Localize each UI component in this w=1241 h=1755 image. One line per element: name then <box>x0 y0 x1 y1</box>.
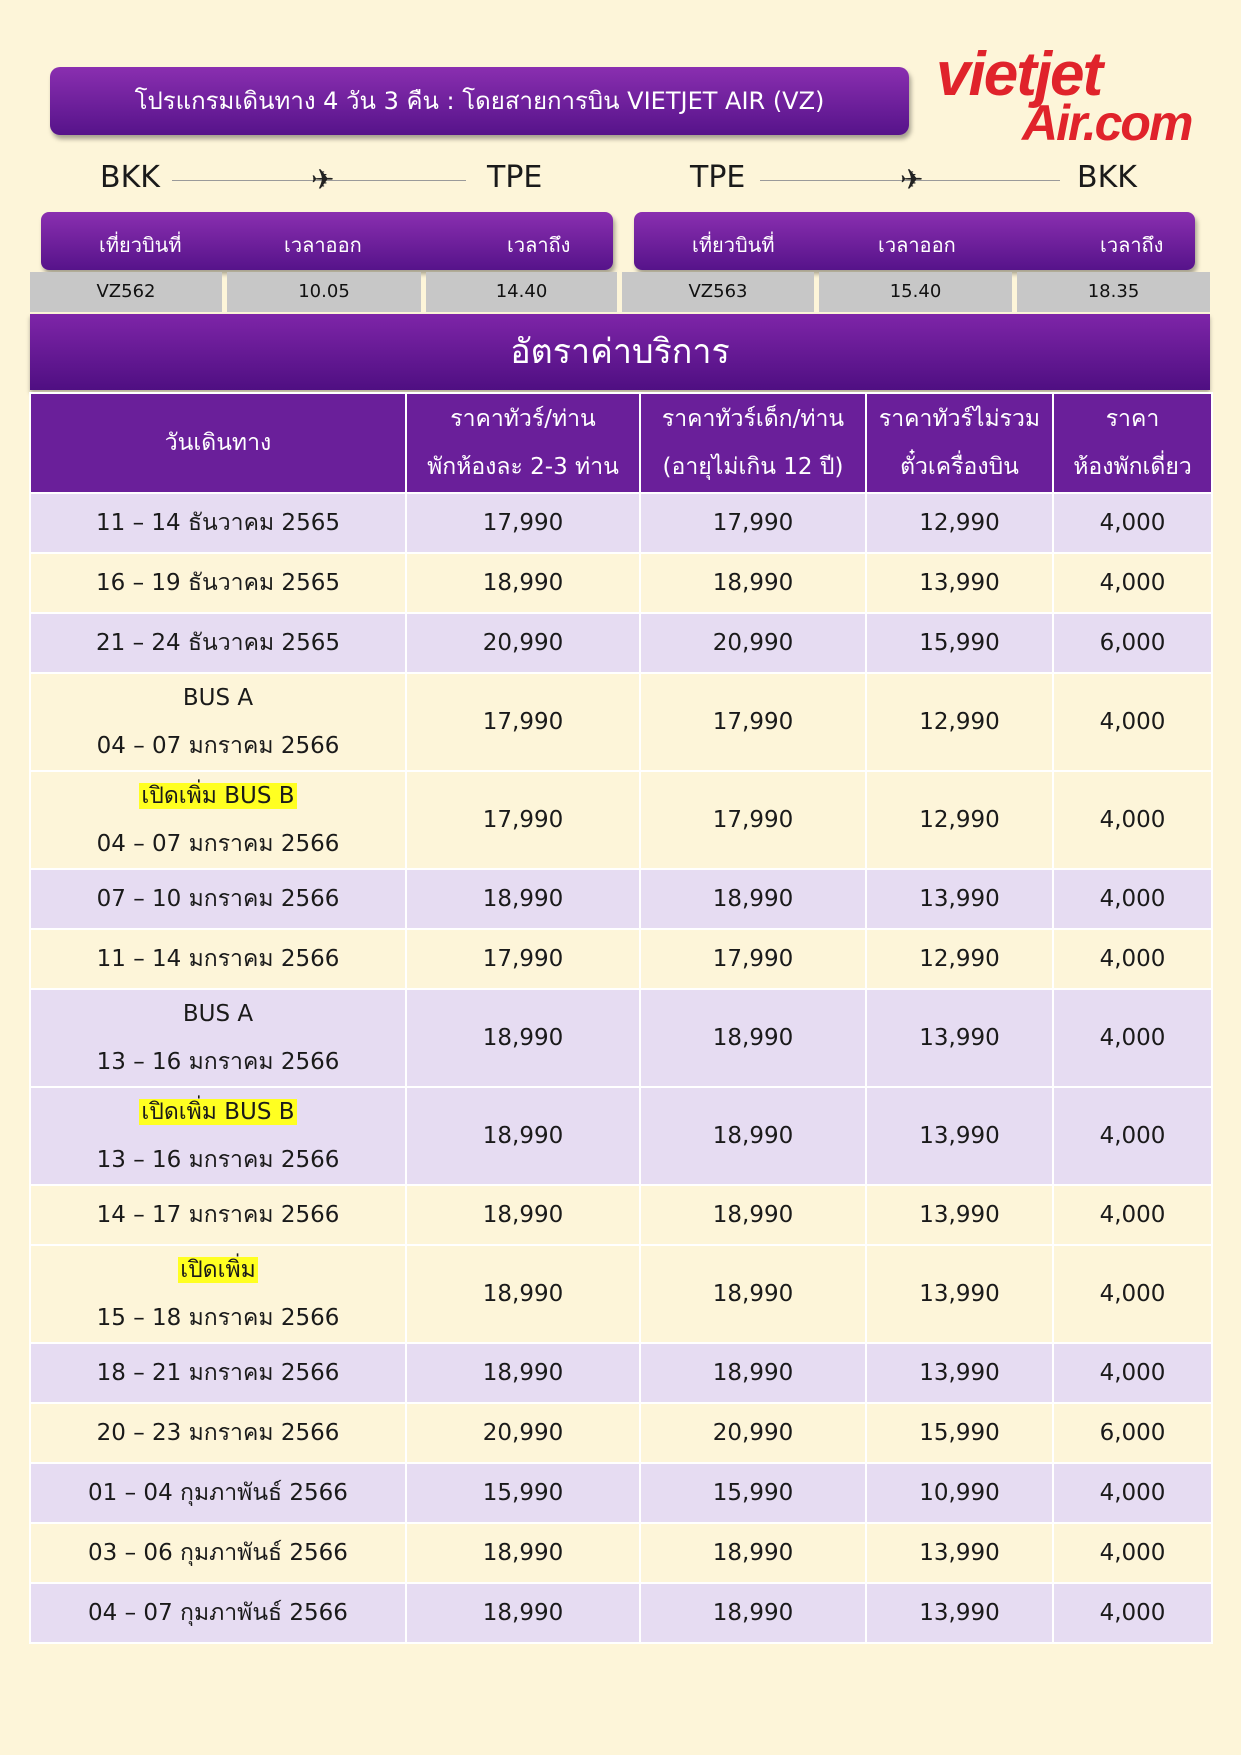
price-row <box>30 929 1212 989</box>
header-line: พักห้องละ 2-3 ท่าน <box>427 454 619 480</box>
adult-price: 20,990 <box>406 613 640 673</box>
price-row <box>30 1583 1212 1643</box>
program-title-banner <box>50 67 909 135</box>
child-price: 18,990 <box>640 1245 866 1343</box>
no-ticket-price: 12,990 <box>866 673 1053 771</box>
travel-date: 07 – 10 มกราคม 2566 <box>96 886 340 912</box>
return-to: BKK <box>1077 160 1137 195</box>
price-row <box>30 1245 1212 1343</box>
child-price: 18,990 <box>640 1087 866 1185</box>
child-price: 17,990 <box>640 771 866 869</box>
single-room-price: 6,000 <box>1053 613 1212 673</box>
travel-date: 11 – 14 มกราคม 2566 <box>96 946 340 972</box>
no-ticket-price: 13,990 <box>866 1343 1053 1403</box>
header-adult-price <box>406 393 640 493</box>
child-price: 15,990 <box>640 1463 866 1523</box>
header-depart: เวลาออก <box>284 233 362 257</box>
adult-price: 17,990 <box>406 493 640 553</box>
outbound-arrive: 14.40 <box>426 272 617 312</box>
travel-date-cell <box>30 1185 406 1245</box>
travel-date: 21 – 24 ธันวาคม 2565 <box>96 630 340 656</box>
header-line: ราคา <box>1105 406 1160 432</box>
travel-date-cell <box>30 553 406 613</box>
child-price: 20,990 <box>640 1403 866 1463</box>
adult-price: 18,990 <box>406 553 640 613</box>
airplane-icon: ✈ <box>311 163 335 196</box>
outbound-depart: 10.05 <box>227 272 421 312</box>
single-room-price: 4,000 <box>1053 1185 1212 1245</box>
travel-date-cell <box>30 1087 406 1185</box>
outbound-flight-header <box>41 212 613 270</box>
flight-times-row <box>30 272 1210 312</box>
single-room-price: 4,000 <box>1053 673 1212 771</box>
no-ticket-price: 12,990 <box>866 771 1053 869</box>
travel-date: 04 – 07 มกราคม 2566 <box>96 733 340 759</box>
outbound-flight-no: VZ562 <box>30 272 222 312</box>
child-price: 18,990 <box>640 989 866 1087</box>
header-line: วันเดินทาง <box>164 430 272 456</box>
row-label: BUS A <box>182 1001 254 1027</box>
price-row <box>30 553 1212 613</box>
travel-date: 01 – 04 กุมภาพันธ์ 2566 <box>88 1480 348 1506</box>
row-label: BUS A <box>182 685 254 711</box>
outbound-to: TPE <box>487 160 543 195</box>
travel-date: 20 – 23 มกราคม 2566 <box>96 1420 340 1446</box>
adult-price: 18,990 <box>406 869 640 929</box>
single-room-price: 4,000 <box>1053 553 1212 613</box>
single-room-price: 4,000 <box>1053 1523 1212 1583</box>
single-room-price: 4,000 <box>1053 1245 1212 1343</box>
return-from: TPE <box>690 160 746 195</box>
travel-date-cell <box>30 673 406 771</box>
single-room-price: 4,000 <box>1053 929 1212 989</box>
single-room-price: 4,000 <box>1053 493 1212 553</box>
adult-price: 18,990 <box>406 1185 640 1245</box>
price-row <box>30 869 1212 929</box>
travel-date: 16 – 19 ธันวาคม 2565 <box>96 570 340 596</box>
price-table-header <box>30 393 1212 493</box>
header-line: ราคาทัวร์เด็ก/ท่าน <box>661 406 845 432</box>
program-title: โปรแกรมเดินทาง 4 วัน 3 คืน : โดยสายการบิน VIETJET AIR (VZ) <box>134 87 825 115</box>
adult-price: 17,990 <box>406 929 640 989</box>
header-single-room <box>1053 393 1212 493</box>
travel-date-cell <box>30 989 406 1087</box>
travel-date: 04 – 07 มกราคม 2566 <box>96 831 340 857</box>
travel-date-cell <box>30 1403 406 1463</box>
price-row <box>30 1403 1212 1463</box>
price-row <box>30 989 1212 1087</box>
travel-date-cell <box>30 771 406 869</box>
header-child-price <box>640 393 866 493</box>
header-line: ราคาทัวร์ไม่รวม <box>878 406 1041 432</box>
header-line: ราคาทัวร์/ท่าน <box>450 406 596 432</box>
child-price: 18,990 <box>640 1343 866 1403</box>
travel-date: 13 – 16 มกราคม 2566 <box>96 1049 340 1075</box>
no-ticket-price: 13,990 <box>866 1523 1053 1583</box>
child-price: 18,990 <box>640 553 866 613</box>
header-flight-no: เที่ยวบินที่ <box>692 233 775 257</box>
price-row <box>30 1523 1212 1583</box>
travel-date: 13 – 16 มกราคม 2566 <box>96 1147 340 1173</box>
adult-price: 18,990 <box>406 1245 640 1343</box>
no-ticket-price: 13,990 <box>866 869 1053 929</box>
single-room-price: 4,000 <box>1053 989 1212 1087</box>
travel-date: 18 – 21 มกราคม 2566 <box>96 1360 340 1386</box>
price-table <box>29 392 1213 1644</box>
return-depart: 15.40 <box>819 272 1012 312</box>
single-room-price: 4,000 <box>1053 869 1212 929</box>
no-ticket-price: 13,990 <box>866 1245 1053 1343</box>
outbound-from: BKK <box>100 160 160 195</box>
row-label: เปิดเพิ่ม BUS B <box>141 1099 295 1125</box>
adult-price: 18,990 <box>406 1583 640 1643</box>
price-row <box>30 673 1212 771</box>
child-price: 18,990 <box>640 1523 866 1583</box>
header-flight-no: เที่ยวบินที่ <box>99 233 182 257</box>
single-room-price: 4,000 <box>1053 1343 1212 1403</box>
header-no-ticket-price <box>866 393 1053 493</box>
single-room-price: 4,000 <box>1053 1463 1212 1523</box>
rates-title-bar <box>30 314 1210 390</box>
price-row <box>30 493 1212 553</box>
travel-date: 11 – 14 ธันวาคม 2565 <box>96 510 340 536</box>
child-price: 18,990 <box>640 1185 866 1245</box>
return-flight-no: VZ563 <box>622 272 814 312</box>
header-arrive: เวลาถึง <box>507 233 571 257</box>
adult-price: 18,990 <box>406 1343 640 1403</box>
adult-price: 15,990 <box>406 1463 640 1523</box>
adult-price: 20,990 <box>406 1403 640 1463</box>
row-label: เปิดเพิ่ม BUS B <box>141 783 295 809</box>
no-ticket-price: 13,990 <box>866 1087 1053 1185</box>
child-price: 17,990 <box>640 673 866 771</box>
travel-date-cell <box>30 929 406 989</box>
travel-date-cell <box>30 1463 406 1523</box>
travel-date: 14 – 17 มกราคม 2566 <box>96 1202 340 1228</box>
return-arrive: 18.35 <box>1017 272 1210 312</box>
child-price: 17,990 <box>640 929 866 989</box>
travel-date-cell <box>30 1583 406 1643</box>
no-ticket-price: 13,990 <box>866 989 1053 1087</box>
single-room-price: 4,000 <box>1053 1583 1212 1643</box>
price-row <box>30 1185 1212 1245</box>
travel-date: 15 – 18 มกราคม 2566 <box>96 1305 340 1331</box>
no-ticket-price: 12,990 <box>866 929 1053 989</box>
child-price: 18,990 <box>640 869 866 929</box>
vietjet-logo <box>930 40 1220 150</box>
single-room-price: 6,000 <box>1053 1403 1212 1463</box>
no-ticket-price: 13,990 <box>866 1185 1053 1245</box>
header-line: ห้องพักเดี่ยว <box>1073 454 1192 480</box>
travel-date-cell <box>30 869 406 929</box>
no-ticket-price: 15,990 <box>866 613 1053 673</box>
header-arrive: เวลาถึง <box>1100 233 1164 257</box>
single-room-price: 4,000 <box>1053 1087 1212 1185</box>
price-row <box>30 771 1212 869</box>
header-line: ตั๋วเครื่องบิน <box>900 454 1019 480</box>
header-line: (อายุไม่เกิน 12 ปี) <box>662 454 844 480</box>
rates-title: อัตราค่าบริการ <box>510 332 730 372</box>
logo-line1: vietjet <box>936 40 1102 109</box>
price-row <box>30 1343 1212 1403</box>
child-price: 20,990 <box>640 613 866 673</box>
header-travel-date <box>30 393 406 493</box>
adult-price: 18,990 <box>406 1087 640 1185</box>
child-price: 17,990 <box>640 493 866 553</box>
travel-date-cell <box>30 493 406 553</box>
no-ticket-price: 15,990 <box>866 1403 1053 1463</box>
airplane-icon: ✈ <box>900 163 924 196</box>
single-room-price: 4,000 <box>1053 771 1212 869</box>
return-flight-header <box>634 212 1195 270</box>
travel-date-cell <box>30 613 406 673</box>
travel-date: 03 – 06 กุมภาพันธ์ 2566 <box>88 1540 348 1566</box>
price-row <box>30 613 1212 673</box>
no-ticket-price: 12,990 <box>866 493 1053 553</box>
no-ticket-price: 13,990 <box>866 1583 1053 1643</box>
travel-date-cell <box>30 1523 406 1583</box>
price-row <box>30 1087 1212 1185</box>
travel-date-cell <box>30 1343 406 1403</box>
adult-price: 17,990 <box>406 673 640 771</box>
header-depart: เวลาออก <box>878 233 956 257</box>
logo-line2: Air.com <box>1022 95 1192 151</box>
no-ticket-price: 13,990 <box>866 553 1053 613</box>
price-row <box>30 1463 1212 1523</box>
row-label: เปิดเพิ่ม <box>180 1257 256 1283</box>
adult-price: 18,990 <box>406 1523 640 1583</box>
travel-date: 04 – 07 กุมภาพันธ์ 2566 <box>88 1600 348 1626</box>
no-ticket-price: 10,990 <box>866 1463 1053 1523</box>
adult-price: 18,990 <box>406 989 640 1087</box>
adult-price: 17,990 <box>406 771 640 869</box>
child-price: 18,990 <box>640 1583 866 1643</box>
travel-date-cell <box>30 1245 406 1343</box>
